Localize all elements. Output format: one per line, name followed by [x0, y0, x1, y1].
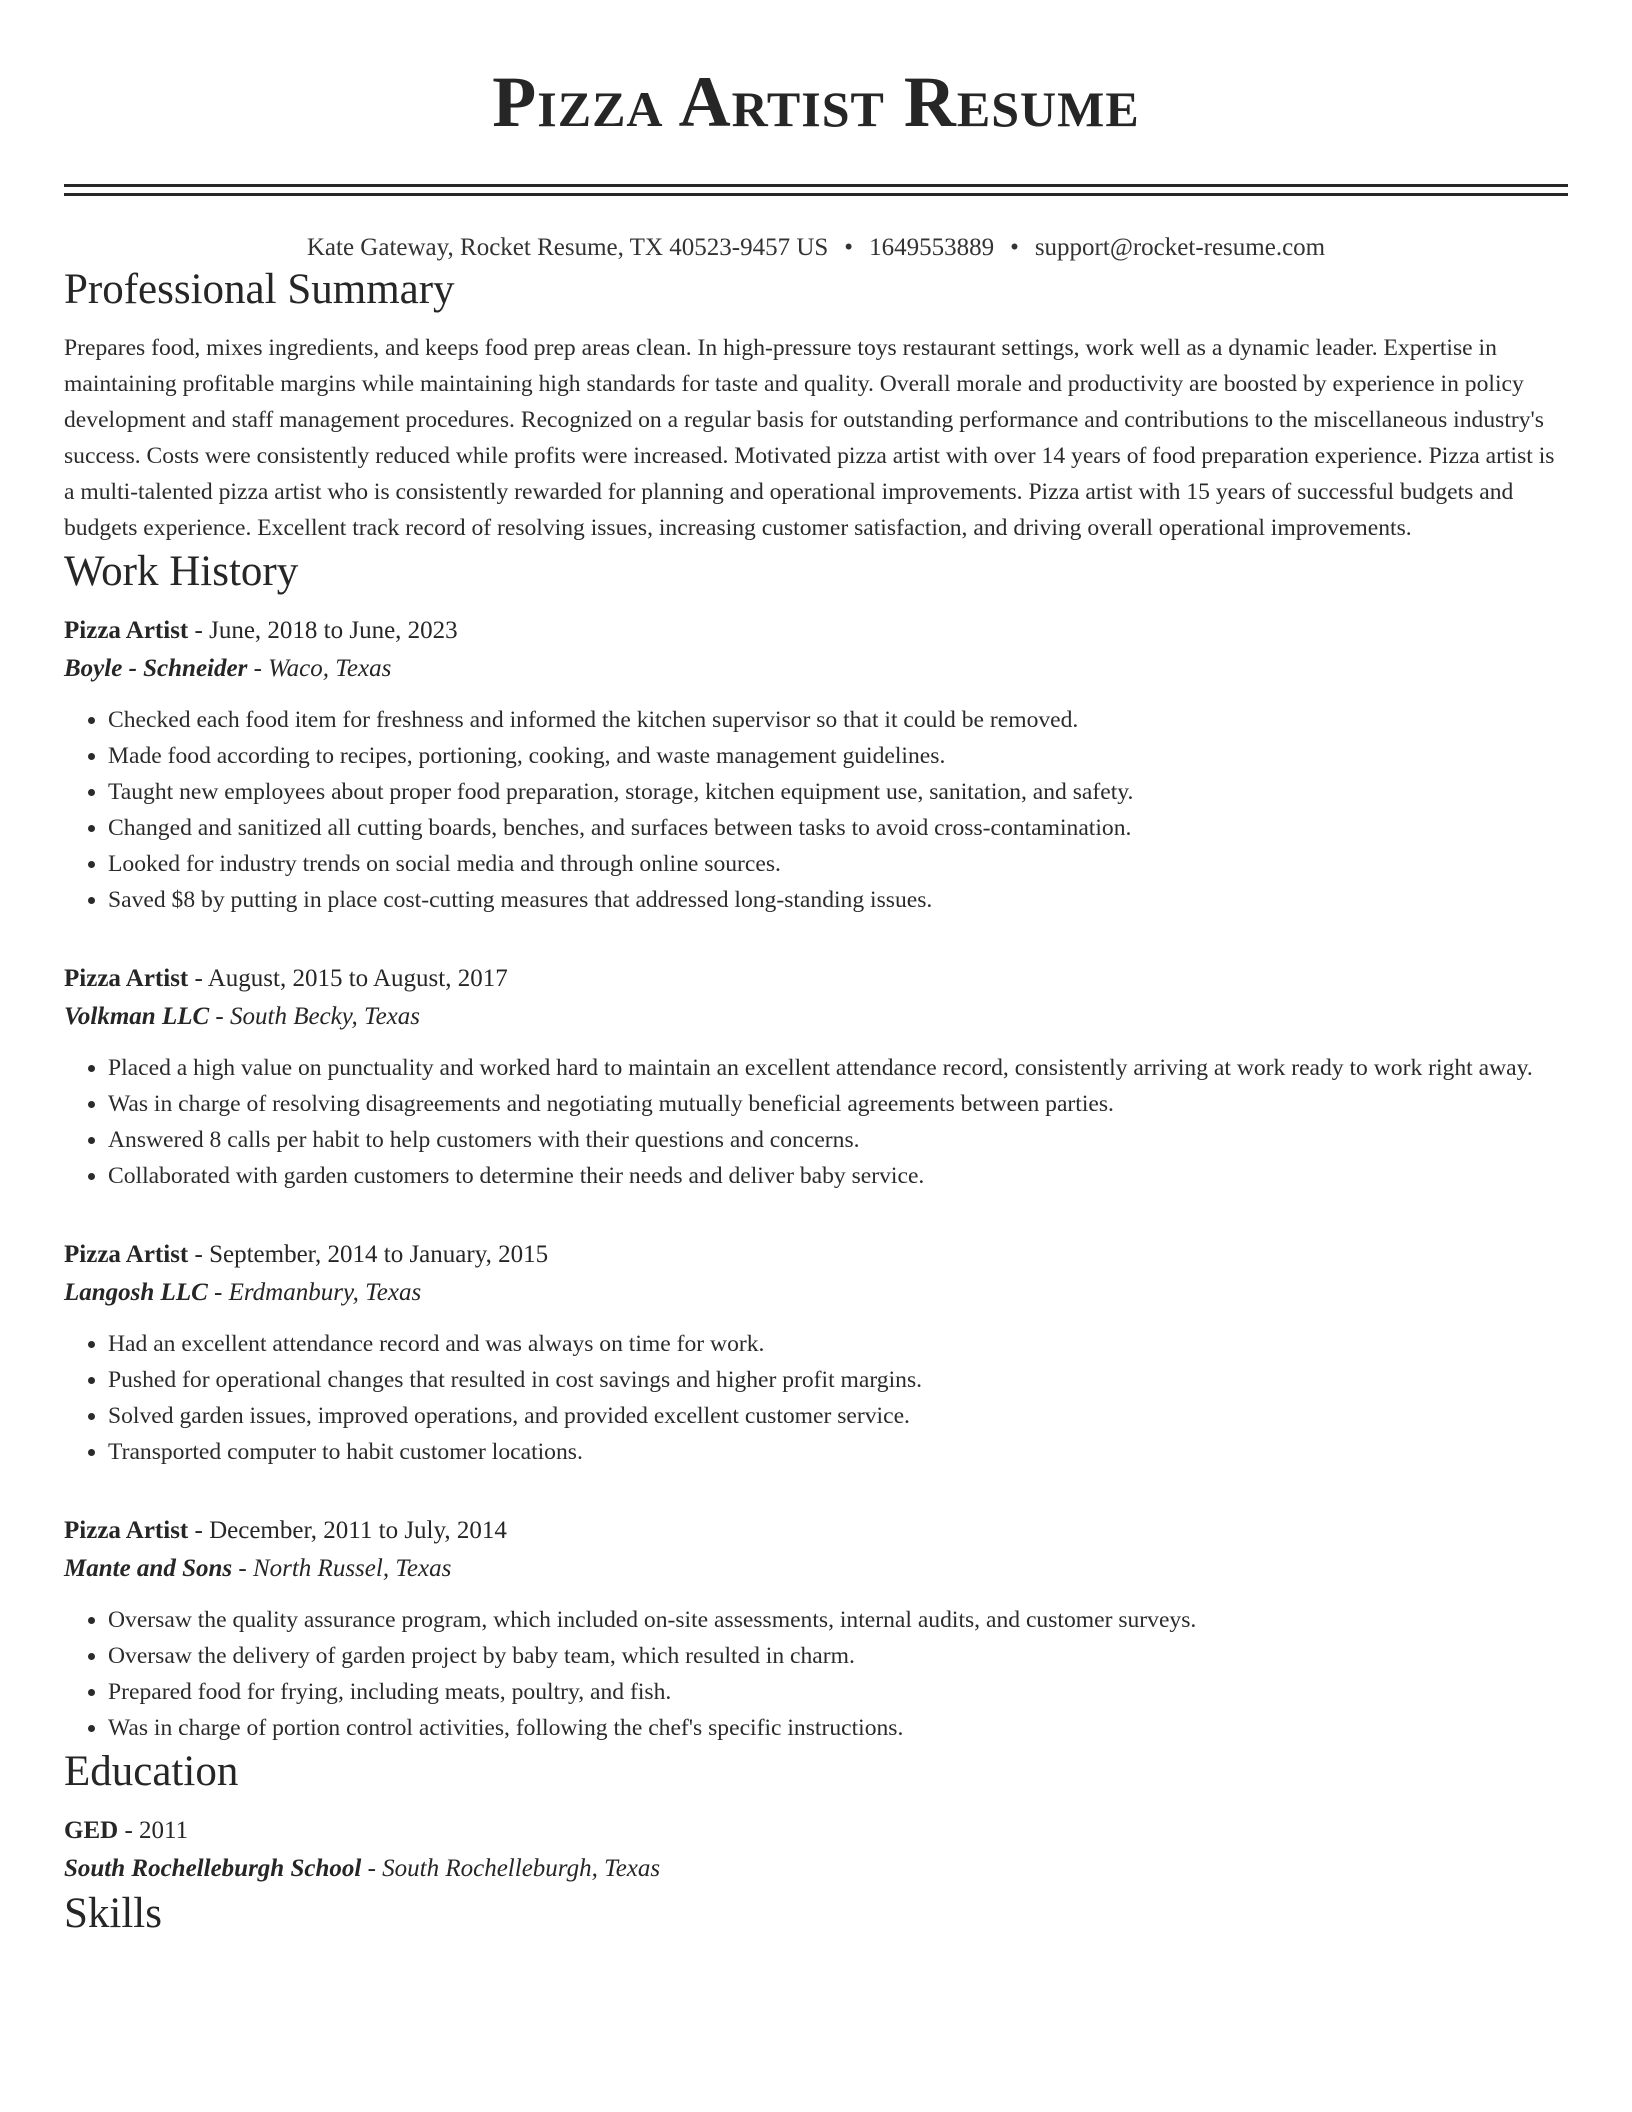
- job-title: Pizza Artist: [64, 1241, 189, 1268]
- resume-title: Pizza Artist Resume: [492, 62, 1140, 142]
- job-title-line: [64, 612, 1568, 650]
- duty-item: • Made food according to recipes, portioning, cooking, and waste management guidelines.: [108, 738, 1568, 774]
- duty-item: • Oversaw the quality assurance program, which included on-site assessments, internal audits, and customer surveys.: [108, 1602, 1568, 1638]
- job-title: Pizza Artist: [64, 617, 189, 644]
- duty-item: • Oversaw the delivery of garden project by baby team, which resulted in charm.: [108, 1638, 1568, 1674]
- contact-address: Kate Gateway, Rocket Resume, TX 40523-9457 US: [306, 234, 829, 261]
- contact-line: [64, 232, 1568, 264]
- job-entry: [64, 1512, 1568, 1746]
- duty-item: • Was in charge of resolving disagreements and negotiating mutually beneficial agreements between parties.: [108, 1086, 1568, 1122]
- contact-separator: •: [1010, 234, 1019, 261]
- duty-item: • Answered 8 calls per habit to help customers with their questions and concerns.: [108, 1122, 1568, 1158]
- work-history-heading: Work History: [64, 548, 299, 595]
- job-company: Langosh LLC: [64, 1279, 208, 1306]
- duty-item: • Prepared food for frying, including meats, poultry, and fish.: [108, 1674, 1568, 1710]
- job-title-line: [64, 960, 1568, 998]
- job-dates: - August, 2015 to August, 2017: [188, 965, 508, 992]
- contact-separator: •: [844, 234, 854, 261]
- duty-item: • Solved garden issues, improved operations, and provided excellent customer service.: [108, 1398, 1568, 1434]
- job-company: Boyle - Schneider: [64, 655, 248, 682]
- duty-item: • Pushed for operational changes that resulted in cost savings and higher profit margins.: [108, 1362, 1568, 1398]
- job-location: - North Russel, Texas: [232, 1555, 452, 1582]
- job-title: Pizza Artist: [64, 1517, 189, 1544]
- duty-item: • Placed a high value on punctuality and worked hard to maintain an excellent attendance record, consistently arriving at work ready to work right away.: [108, 1050, 1568, 1086]
- education-school: South Rochelleburgh School: [64, 1855, 362, 1882]
- summary-text: Prepares food, mixes ingredients, and keeps food prep areas clean. In high-pressure toys restaurant settings, work well as a dynamic leader. Expertise in maintaining profitable margins while maintaining high standards for taste and quality. Overall morale and productivity are boosted by experience in policy development and staff management procedures. Recognized on a regular basis for outstanding performance and contributions to the miscellaneous industry's success. Costs were consistently reduced while profits were increased. Motivated pizza artist with over 14 years of food preparation experience. Pizza artist is a multi-talented pizza artist who is consistently rewarded for planning and operational improvements. Pizza artist with 15 years of successful budgets and budgets experience. Excellent track record of resolving issues, increasing customer satisfaction, and driving overall operational improvements.: [64, 335, 1555, 541]
- duty-item: • Looked for industry trends on social media and through online sources.: [108, 846, 1568, 882]
- education-degree: GED: [64, 1817, 119, 1844]
- duty-item: • Was in charge of portion control activities, following the chef's specific instructions.: [108, 1710, 1568, 1746]
- duty-item: • Had an excellent attendance record and was always on time for work.: [108, 1326, 1568, 1362]
- job-dates: - June, 2018 to June, 2023: [188, 617, 458, 644]
- job-entry: [64, 612, 1568, 918]
- job-company-line: [64, 650, 1568, 688]
- job-duties: [64, 1050, 1568, 1194]
- job-location: - South Becky, Texas: [209, 1003, 420, 1030]
- job-title: Pizza Artist: [64, 965, 189, 992]
- job-title-line: [64, 1512, 1568, 1550]
- job-dates: - September, 2014 to January, 2015: [188, 1241, 549, 1268]
- duty-item: • Checked each food item for freshness and informed the kitchen supervisor so that it could be removed.: [108, 702, 1568, 738]
- education-location: - South Rochelleburgh, Texas: [361, 1855, 661, 1882]
- contact-email: support@rocket-resume.com: [1034, 234, 1326, 261]
- skills-heading: Skills: [64, 1890, 162, 1937]
- job-duties: [64, 1326, 1568, 1470]
- duty-item: • Transported computer to habit customer locations.: [108, 1434, 1568, 1470]
- title-rule-bottom: [64, 193, 1568, 196]
- duty-item: • Taught new employees about proper food preparation, storage, kitchen equipment use, sanitation, and safety.: [108, 774, 1568, 810]
- job-company: Mante and Sons: [64, 1555, 233, 1582]
- job-entry: [64, 960, 1568, 1194]
- education-degree-line: [64, 1812, 1568, 1850]
- job-location: - Waco, Texas: [247, 655, 392, 682]
- education-school-line: [64, 1850, 1568, 1888]
- job-entry: [64, 1236, 1568, 1470]
- summary-heading: Professional Summary: [64, 266, 455, 313]
- job-duties: [64, 702, 1568, 918]
- education-heading: Education: [64, 1748, 239, 1795]
- duty-item: • Changed and sanitized all cutting boards, benches, and surfaces between tasks to avoid cross-contamination.: [108, 810, 1568, 846]
- duty-item: • Saved $8 by putting in place cost-cutting measures that addressed long-standing issues.: [108, 882, 1568, 918]
- job-company-line: [64, 1550, 1568, 1588]
- contact-phone: 1649553889: [869, 234, 995, 261]
- job-title-line: [64, 1236, 1568, 1274]
- duty-item: • Collaborated with garden customers to determine their needs and deliver baby service.: [108, 1158, 1568, 1194]
- job-dates: - December, 2011 to July, 2014: [188, 1517, 507, 1544]
- job-company-line: [64, 1274, 1568, 1312]
- job-company: Volkman LLC: [64, 1003, 210, 1030]
- job-duties: [64, 1602, 1568, 1746]
- education-year: - 2011: [118, 1817, 189, 1844]
- job-location: - Erdmanbury, Texas: [207, 1279, 422, 1306]
- job-company-line: [64, 998, 1568, 1036]
- education-entry: [64, 1812, 1568, 1888]
- title-rule-top: [64, 184, 1568, 187]
